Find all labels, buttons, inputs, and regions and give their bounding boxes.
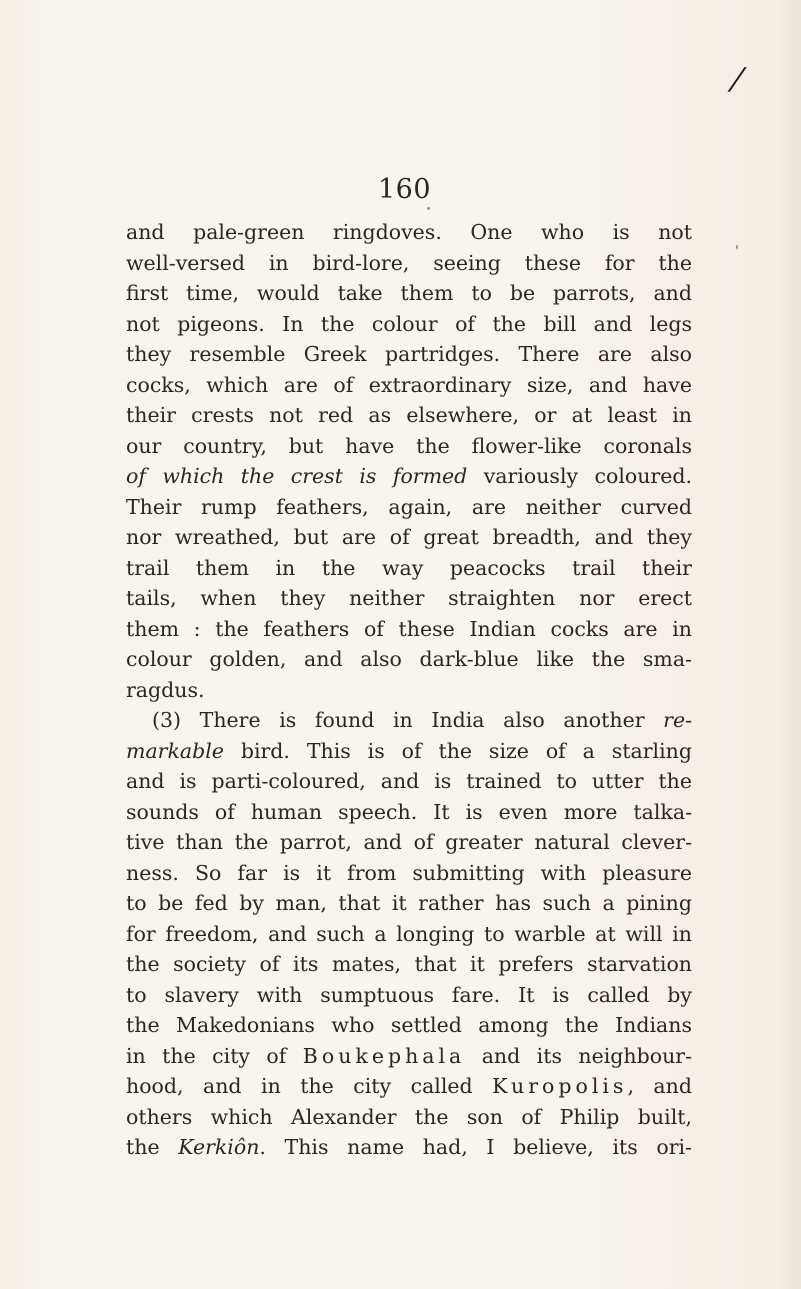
- text-line: to slavery with sumptuous fare. It is called by: [126, 982, 692, 1007]
- line-start: (3) There is found in India also another: [152, 708, 664, 732]
- line-start: hood, and in the city called: [126, 1074, 493, 1098]
- italic-phrase: of which the crest is formed: [126, 464, 468, 488]
- text-line: for freedom, and such a longing to warble at will in: [126, 921, 692, 946]
- page-number: 160: [378, 174, 432, 205]
- text-line: well-versed in bird-lore, seeing these for the: [126, 250, 692, 275]
- line-rest: variously coloured.: [467, 464, 692, 488]
- text-line: the Makedonians who settled among the Indians: [126, 1013, 692, 1037]
- spaced-place-name: Kuropolis: [492, 1074, 628, 1098]
- paper-speck: [427, 207, 430, 210]
- text-line: tive than the parrot, and of greater natural clever-: [126, 830, 692, 854]
- line-start: in the city of: [126, 1043, 303, 1068]
- text-line: Their rump feathers, again, are neither curved: [126, 494, 692, 519]
- text-line: tails, when they neither straighten nor erect: [126, 586, 692, 610]
- corner-ink-mark: /: [728, 62, 746, 97]
- text-line: sounds of human speech. It is even more talka-: [126, 799, 692, 824]
- text-line: and is parti-coloured, and is trained to utter the: [126, 769, 692, 793]
- text-line: they resemble Greek partridges. There are also: [126, 342, 692, 366]
- text-line: ness. So far is it from submitting with pleasure: [126, 860, 692, 885]
- line-rest: , and: [627, 1074, 692, 1098]
- text-line: to be fed by man, that it rather has such a pining: [126, 891, 692, 915]
- italic-phrase: re-: [663, 708, 692, 732]
- text-line: [126, 736, 692, 767]
- text-line: [126, 1132, 692, 1163]
- line-start: the: [126, 1135, 179, 1159]
- italic-phrase: markable: [126, 738, 224, 763]
- text-line: not pigeons. In the colour of the bill and legs: [126, 311, 692, 336]
- text-line: [126, 1041, 692, 1072]
- paper-speck: [736, 245, 738, 249]
- line-rest: and its neighbour-: [465, 1043, 692, 1068]
- text-line: [126, 705, 692, 736]
- italic-phrase: Kerkiôn: [178, 1135, 260, 1159]
- spaced-place-name: Boukephala: [302, 1043, 466, 1068]
- line-rest: . This name had, I believe, its ori-: [259, 1135, 692, 1159]
- text-line: [126, 461, 692, 492]
- line-rest: bird. This is of the size of a starling: [223, 738, 692, 763]
- text-line: trail them in the way peacocks trail their: [126, 555, 692, 580]
- text-line: their crests not red as elsewhere, or at least in: [126, 403, 692, 427]
- text-line: nor wreathed, but are of great breadth, and they: [126, 525, 692, 549]
- text-line: and pale-green ringdoves. One who is not: [126, 220, 692, 244]
- body-text: [126, 217, 692, 1163]
- text-line: ragdus.: [126, 677, 205, 702]
- text-line: cocks, which are of extraordinary size, and have: [126, 372, 692, 397]
- text-line: first time, would take them to be parrots, and: [126, 281, 692, 305]
- text-line: others which Alexander the son of Philip built,: [126, 1104, 692, 1129]
- text-line: colour golden, and also dark-blue like the sma-: [126, 647, 692, 671]
- text-line: them : the feathers of these Indian cocks are in: [126, 616, 692, 641]
- text-line: our country, but have the flower-like coronals: [126, 433, 692, 458]
- text-line: [126, 1071, 692, 1102]
- text-line: the society of its mates, that it prefers starvation: [126, 952, 692, 976]
